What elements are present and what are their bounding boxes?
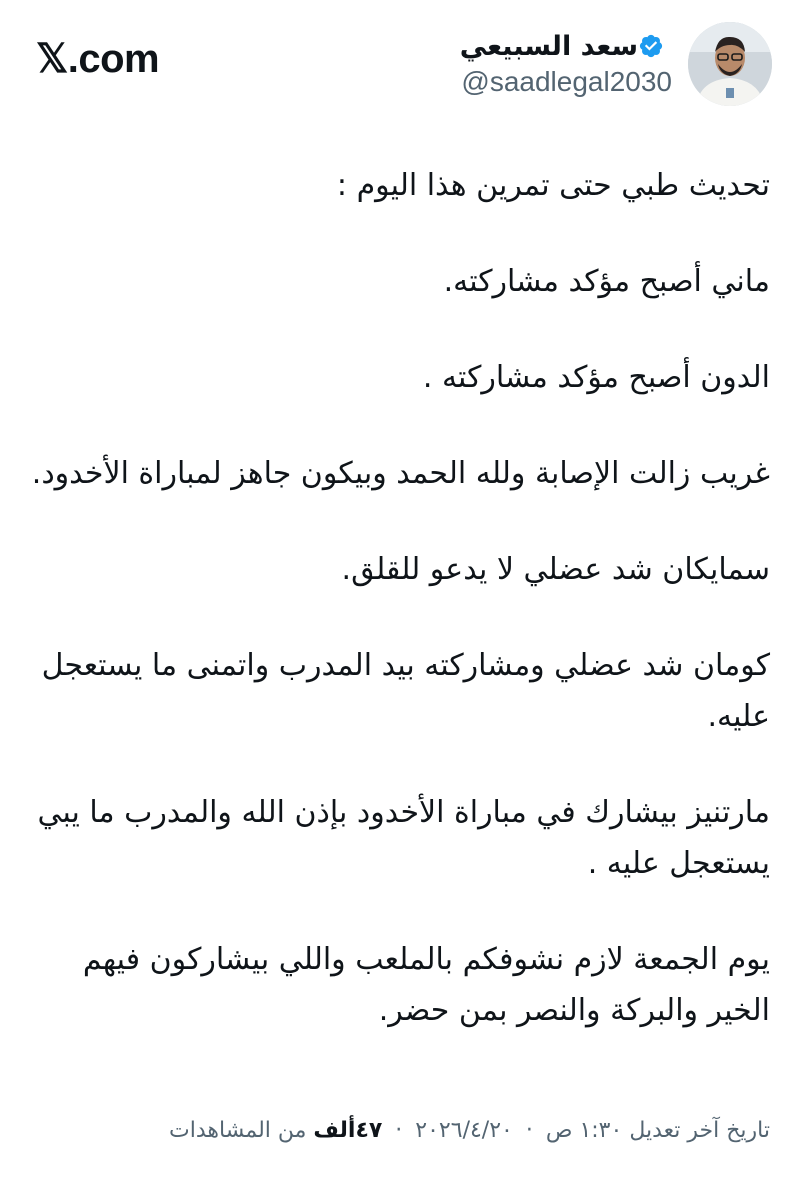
- tweet-paragraph: سمايكان شد عضلي لا يدعو للقلق.: [341, 552, 770, 587]
- user-handle[interactable]: @saadlegal2030: [461, 65, 672, 97]
- meta-separator: ·: [395, 1118, 403, 1143]
- tweet-date[interactable]: ٢٠٢٦/٤/٢٠: [415, 1118, 513, 1143]
- verified-badge-icon: [638, 33, 664, 59]
- author-block[interactable]: [460, 22, 772, 106]
- edited-label[interactable]: تاريخ آخر تعديل: [629, 1118, 770, 1143]
- views-label: من المشاهدات: [169, 1118, 307, 1143]
- tweet-meta: [169, 1118, 770, 1143]
- tweet-text: [30, 160, 770, 1081]
- views-count[interactable]: ٤٧ألف: [313, 1118, 383, 1143]
- tweet-time[interactable]: ١:٣٠ ص: [545, 1118, 623, 1143]
- tweet-paragraph: كومان شد عضلي ومشاركته بيد المدرب واتمنى ما يستعجل عليه.: [41, 648, 770, 734]
- tweet-paragraph: ماني أصبح مؤكد مشاركته.: [443, 264, 770, 299]
- avatar[interactable]: [688, 22, 772, 106]
- tweet-paragraph: غريب زالت الإصابة ولله الحمد وبيكون جاهز لمباراة الأخدود.: [31, 456, 770, 491]
- tweet-paragraph: يوم الجمعة لازم نشوفكم بالملعب واللي بيشاركون فيهم الخير والبركة والنصر بمن حضر.: [82, 942, 770, 1028]
- meta-separator: ·: [525, 1118, 533, 1143]
- author-names: [460, 31, 672, 98]
- tweet-paragraph: الدون أصبح مؤكد مشاركته .: [422, 360, 770, 395]
- tweet-paragraph: مارتنيز بيشارك في مباراة الأخدود بإذن الله والمدرب ما يبي يستعجل عليه .: [37, 795, 770, 881]
- name-row: [460, 31, 672, 62]
- tweet-paragraph: تحديث طبي حتى تمرين هذا اليوم :: [336, 168, 770, 203]
- x-logo[interactable]: 𝕏.com: [36, 37, 160, 81]
- display-name[interactable]: سعد السبيعي: [459, 30, 638, 62]
